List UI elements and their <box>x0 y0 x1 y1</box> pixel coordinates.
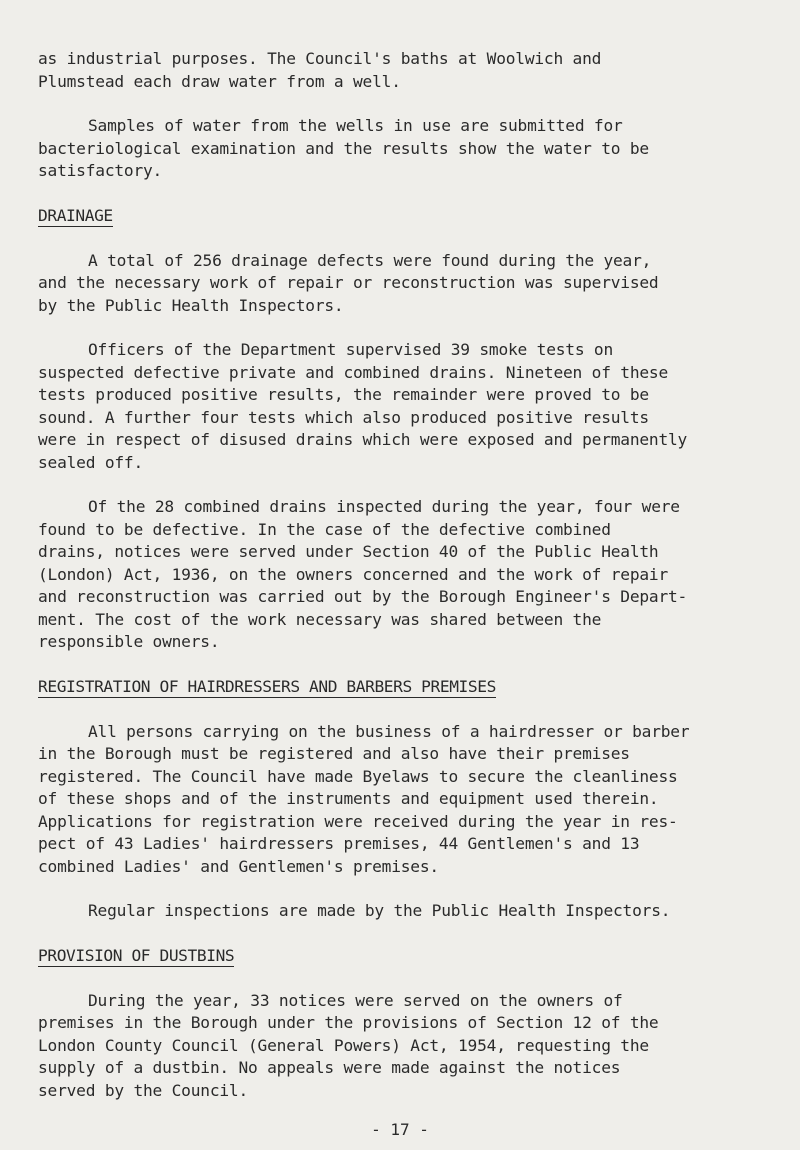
hairdressers-paragraph-2: Regular inspections are made by the Public Health Inspectors. <box>88 901 671 920</box>
drainage-paragraph-2: Officers of the Department supervised 39 smoke tests on suspected defective private and combined drains. Nineteen of these tests produced positive results, the remainder were proved to be sound. A further four tests which also produced positive results were in respect of disused drains which were exposed and permanently sealed off. <box>38 340 688 472</box>
dustbins-paragraph-1: During the year, 33 notices were served on the owners of premises in the Borough under the provisions of Section 12 of the London County Council (General Powers) Act, 1954, requesting the supply of a dustbin. No appeals were made against the notices served by the Council. <box>38 990 659 1100</box>
drainage-paragraph-1: A total of 256 drainage defects were found during the year, and the necessary work of repair or reconstruction was supervised by the Public Health Inspectors. <box>38 250 659 315</box>
intro-paragraph-1: as industrial purposes. The Council's baths at Woolwich and Plumstead each draw water from a well. <box>38 49 602 91</box>
dustbins-heading: PROVISION OF DUSTBINS <box>38 945 235 965</box>
intro-paragraph-2: Samples of water from the wells in use are submitted for bacteriological examination and the results show the water to be satisfactory. <box>38 116 649 180</box>
drainage-heading: DRAINAGE <box>38 205 113 225</box>
drainage-paragraph-3: Of the 28 combined drains inspected during the year, four were found to be defective. In the case of the defective combined drains, notices were served under Section 40 of the Public Health (London) Act, 1936, on the owners concerned and the work of repair and reconstruction was carried out by the Borough Engineer's Depart- ment. The cost of the work necessary was shared between the responsible owners. <box>38 497 688 651</box>
page-number: - 17 - <box>371 1120 429 1139</box>
hairdressers-heading: REGISTRATION OF HAIRDRESSERS AND BARBERS PREMISES <box>38 676 496 696</box>
hairdressers-paragraph-1: All persons carrying on the business of a hairdresser or barber in the Borough must be registered and also have their premises registered. The Council have made Byelaws to secure the cleanliness of these shops and of the instruments and equipment used therein. Applications for registration were received during the year in res- pect of 43 Ladies' hairdressers premises, 44 Gentlemen's and 13 combined Ladies' and Gentlemen's premises. <box>38 721 690 876</box>
document-page <box>38 48 768 1124</box>
